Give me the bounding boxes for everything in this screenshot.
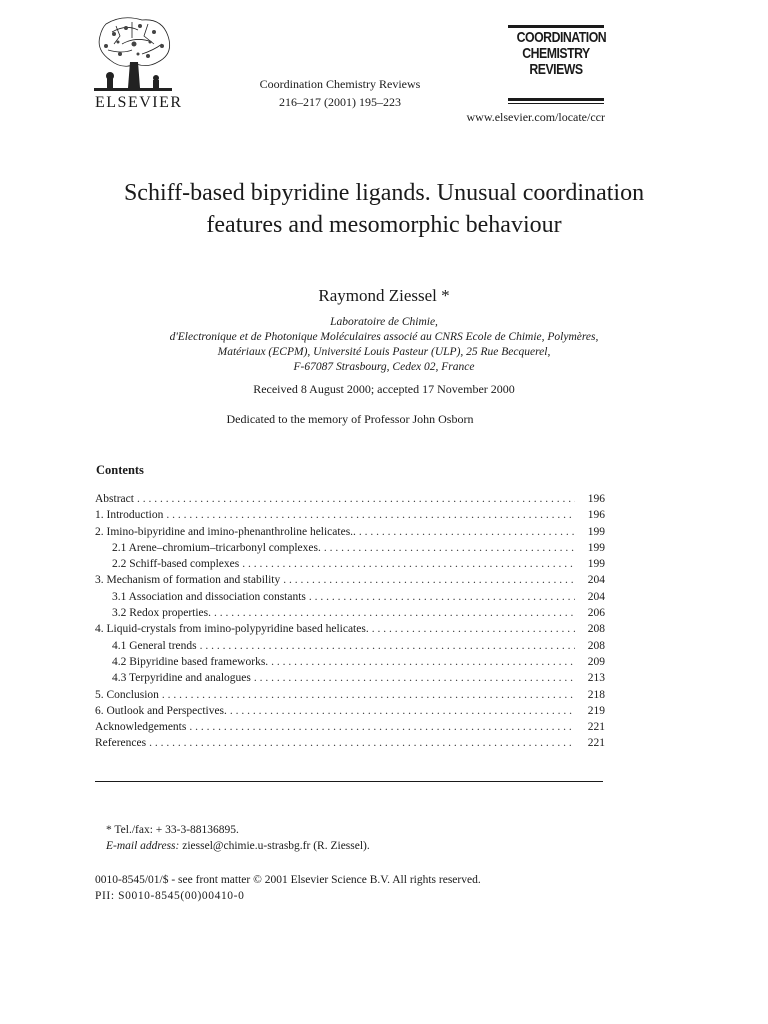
tel-value: + 33-3-88136895. — [155, 824, 239, 836]
toc-entry[interactable] — [95, 574, 605, 590]
toc-leader-dots — [271, 656, 575, 668]
brand-line: REVIEWS — [529, 61, 583, 78]
toc-entry-page: 196 — [587, 493, 605, 505]
affiliation-line: Matériaux (ECPM), Université Louis Pasteur (ULP), 25 Rue Becquerel, — [217, 346, 551, 358]
email-suffix: (R. Ziessel). — [313, 840, 370, 852]
toc-entry[interactable] — [95, 689, 605, 705]
toc-entry[interactable] — [95, 509, 605, 525]
toc-entry-page: 206 — [587, 607, 605, 620]
toc-entry-label: 4.1 General trends — [112, 639, 197, 652]
toc-entry[interactable] — [95, 607, 605, 623]
publisher-name: ELSEVIER — [95, 94, 183, 111]
brand-rule-top — [508, 25, 604, 28]
toc-entry-label: 4. Liquid-crystals from imino-polypyridine based helicates. — [95, 623, 369, 636]
toc-entry-label: 3.2 Redox properties. — [112, 607, 212, 620]
toc-entry-label: 1. Introduction — [95, 509, 164, 522]
toc-entry[interactable] — [95, 623, 605, 639]
toc-entry-page: 219 — [587, 704, 605, 717]
toc-leader-dots — [200, 640, 575, 652]
toc-entry[interactable] — [95, 640, 605, 656]
toc-entry-page: 208 — [587, 639, 605, 652]
contents-heading: Contents — [96, 463, 144, 477]
toc-entry-page: 204 — [587, 590, 605, 603]
received-dates: Received 8 August 2000; accepted 17 November 2000 — [253, 382, 515, 396]
toc-entry-page: 204 — [587, 574, 605, 587]
journal-url[interactable]: www.elsevier.com/locate/ccr — [466, 110, 605, 124]
brand-line: COORDINATION — [516, 29, 607, 46]
toc-leader-dots — [214, 607, 575, 619]
affiliation-line: d'Electronique et de Photonique Moléculaires associé au CNRS Ecole de Chimie, Polymères, — [169, 331, 599, 343]
toc-leader-dots — [162, 689, 575, 701]
toc-entry[interactable] — [95, 705, 605, 721]
toc-entry-page: 208 — [587, 623, 605, 636]
toc-entry-page: 199 — [587, 525, 605, 538]
toc-entry[interactable] — [95, 493, 605, 509]
title-text: Schiff-based bipyridine ligands. Unusual coordination features and mesomorphic behaviour — [123, 180, 645, 238]
toc-entry-label: 2.2 Schiff-based complexes — [112, 558, 240, 571]
footnote-divider — [95, 781, 603, 782]
toc-entry-page: 221 — [587, 737, 605, 750]
journal-volume: 216–217 (2001) 195–223 — [279, 95, 401, 109]
toc-entry-label: References — [95, 737, 147, 750]
toc-entry-label: Abstract — [95, 493, 134, 505]
toc-leader-dots — [230, 705, 575, 717]
toc-leader-dots — [149, 737, 575, 749]
toc-entry-label: 4.2 Bipyridine based frameworks. — [112, 655, 269, 668]
journal-brand-logo — [516, 29, 607, 78]
copyright-line: 0010-8545/01/$ - see front matter © 2001 Elsevier Science B.V. All rights reserved. — [95, 874, 481, 886]
toc-entry[interactable] — [95, 737, 605, 753]
toc-entry-page: 196 — [587, 509, 605, 522]
toc-entry-label: 3. Mechanism of formation and stability — [95, 574, 281, 587]
email-label: E-mail address: — [106, 840, 180, 852]
toc-entry-label: 3.1 Association and dissociation constants — [112, 590, 306, 603]
toc-entry[interactable] — [95, 542, 605, 558]
brand-line: CHEMISTRY — [522, 45, 590, 62]
toc-entry-label: 2. Imino-bipyridine and imino-phenanthroline helicates.. — [95, 525, 356, 538]
toc-entry-page: 199 — [587, 541, 605, 554]
toc-leader-dots — [324, 542, 575, 554]
toc-leader-dots — [283, 574, 575, 586]
toc-leader-dots — [242, 558, 575, 570]
dedication: Dedicated to the memory of Professor John Osborn — [226, 412, 474, 426]
toc-leader-dots — [189, 721, 575, 733]
toc-entry[interactable] — [95, 526, 605, 542]
toc-entry-page: 218 — [587, 688, 605, 701]
footnote-tel — [106, 824, 239, 836]
toc-leader-dots — [137, 493, 575, 505]
tel-label: * Tel./fax: — [106, 824, 153, 836]
footnote-email — [106, 840, 370, 852]
elsevier-tree-logo — [92, 14, 174, 94]
email-value[interactable]: ziessel@chimie.u-strasbg.fr — [182, 840, 311, 852]
toc-entry[interactable] — [95, 656, 605, 672]
toc-entry[interactable] — [95, 721, 605, 737]
toc-entry[interactable] — [95, 558, 605, 574]
table-of-contents — [95, 493, 605, 754]
toc-leader-dots — [309, 591, 575, 603]
toc-entry-label: 6. Outlook and Perspectives. — [95, 704, 227, 717]
pii-line: PII: S0010-8545(00)00410-0 — [95, 890, 245, 902]
brand-rule-bottom — [508, 98, 604, 101]
toc-entry[interactable] — [95, 672, 605, 688]
affiliation-line: F-67087 Strasbourg, Cedex 02, France — [293, 361, 475, 373]
toc-entry-page: 199 — [587, 558, 605, 571]
journal-name: Coordination Chemistry Reviews — [259, 77, 421, 91]
toc-entry-label: 5. Conclusion — [95, 688, 159, 701]
toc-entry-label: 4.3 Terpyridine and analogues — [112, 672, 251, 685]
toc-entry-label: Acknowledgements — [95, 721, 187, 734]
affiliation-line: Laboratoire de Chimie, — [330, 316, 438, 328]
toc-leader-dots — [254, 672, 575, 684]
author-name: Raymond Ziessel * — [318, 286, 450, 305]
toc-entry-label: 2.1 Arene–chromium–tricarbonyl complexes. — [112, 541, 321, 554]
toc-leader-dots — [359, 526, 575, 538]
toc-entry-page: 221 — [587, 721, 605, 734]
toc-entry[interactable] — [95, 591, 605, 607]
article-title — [100, 177, 668, 241]
brand-rule-bottom-thin — [508, 103, 604, 104]
toc-entry-page: 213 — [587, 672, 605, 685]
toc-entry-page: 209 — [587, 655, 605, 668]
toc-leader-dots — [166, 509, 575, 521]
toc-leader-dots — [372, 623, 575, 635]
